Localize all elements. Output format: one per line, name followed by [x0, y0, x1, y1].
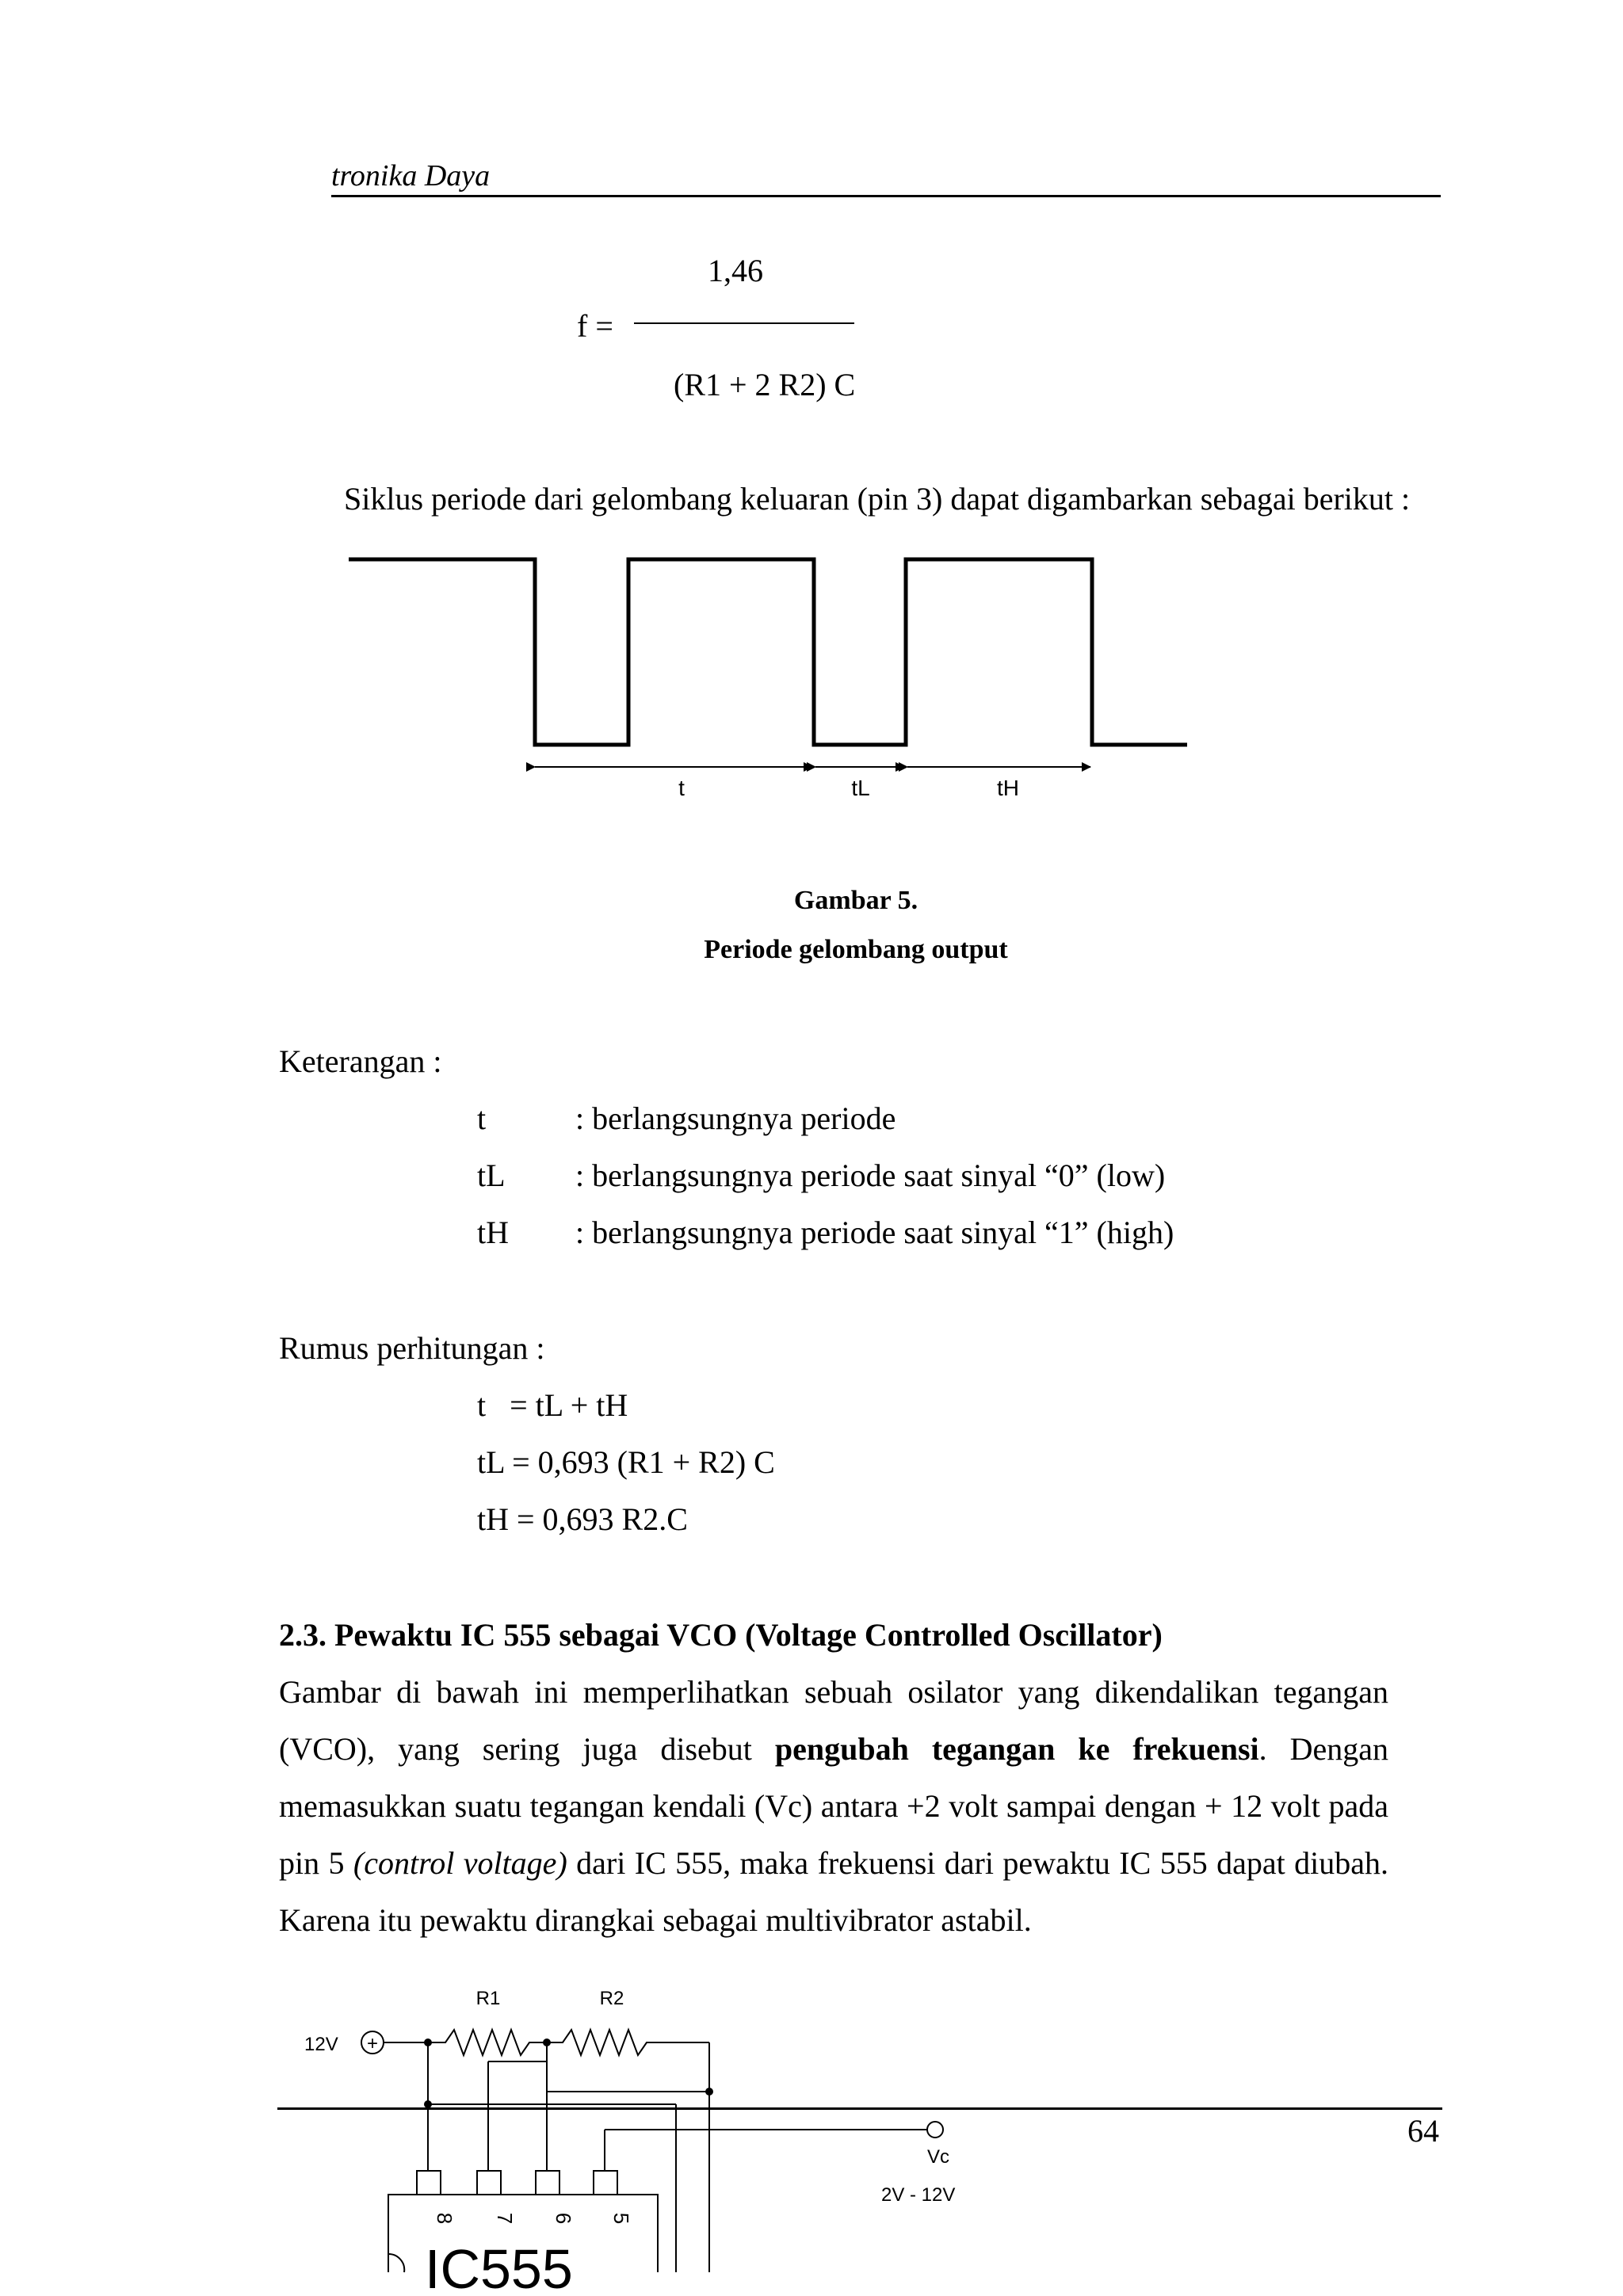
keterangan-symbol: tL	[477, 1158, 506, 1193]
paragraph-text: . Dengan memasukkan suatu tegangan kendali (Vc) antara +2 volt sampai dengan + 12 volt pada pin 5	[279, 1731, 1389, 1881]
formula-denominator: (R1 + 2 R2) C	[674, 367, 856, 402]
rumus-line: t = tL + tH	[477, 1387, 628, 1423]
plus-symbol: +	[366, 2033, 379, 2054]
pin-number: 5	[609, 2212, 633, 2225]
keterangan-desc: : berlangsungnya periode saat sinyal “1” (high)	[575, 1215, 1174, 1250]
keterangan-symbol: tH	[477, 1215, 509, 1250]
rumus-line: tH = 0,693 R2.C	[477, 1501, 688, 1537]
paragraph-text: dari IC 555, maka frekuensi dari pewaktu IC 555 dapat diubah. Karena itu pewaktu dirangkai sebagai multivibrator astabil.	[279, 1845, 1388, 1938]
junction-dot	[705, 2088, 713, 2096]
ic-notch	[388, 2254, 404, 2272]
keterangan-heading: Keterangan :	[279, 1043, 442, 1079]
page-number: 64	[1407, 2113, 1439, 2149]
junction-dot	[424, 2039, 432, 2046]
figure-title: Periode gelombang output	[704, 935, 1008, 964]
keterangan-desc: : berlangsungnya periode saat sinyal “0” (low)	[575, 1158, 1166, 1193]
r1-label: R1	[475, 1988, 501, 2009]
formula-lhs: f =	[577, 308, 613, 344]
figure-number: Gambar 5.	[793, 886, 918, 915]
pin-6	[536, 2171, 559, 2195]
rumus-line: tL = 0,693 (R1 + R2) C	[477, 1444, 775, 1480]
junction-dot	[543, 2039, 551, 2046]
label-th: tH	[997, 776, 1019, 800]
keterangan-desc: : berlangsungnya periode	[575, 1100, 896, 1136]
pin-8	[417, 2171, 441, 2195]
pin-number: 6	[552, 2212, 575, 2225]
footer-divider	[277, 2107, 1442, 2110]
paragraph-text: Gambar di bawah ini memperlihatkan sebuah osilator yang dikendalikan tegangan (VCO), yang sering juga disebut	[279, 1674, 1388, 1767]
pin-7	[477, 2171, 501, 2195]
resistor-r1	[428, 2030, 547, 2055]
pin-5	[594, 2171, 617, 2195]
keterangan-symbol: t	[477, 1100, 487, 1136]
vc-terminal	[927, 2122, 943, 2138]
ic-label: IC555	[425, 2238, 573, 2296]
supply-label: 12V	[304, 2034, 338, 2055]
running-header: tronika Daya	[331, 159, 491, 193]
paragraph-italic-term: (control voltage)	[353, 1845, 567, 1881]
pin-number: 8	[433, 2212, 456, 2225]
label-tl: tL	[851, 776, 870, 800]
paragraph-bold-term: pengubah tegangan ke frekuensi	[774, 1731, 1259, 1767]
formula-numerator: 1,46	[708, 253, 763, 288]
r2-label: R2	[599, 1988, 624, 2009]
resistor-r2	[547, 2030, 709, 2055]
pin-number: 7	[493, 2212, 517, 2225]
intro-sentence: Siklus periode dari gelombang keluaran (pin 3) dapat digambarkan sebagai berikut :	[344, 481, 1411, 517]
rumus-heading: Rumus perhitungan :	[279, 1330, 545, 1366]
section-heading: 2.3. Pewaktu IC 555 sebagai VCO (Voltage Controlled Oscillator)	[279, 1617, 1163, 1653]
vc-label: Vc	[927, 2146, 950, 2168]
label-t: t	[678, 776, 685, 800]
vc-range-label: 2V - 12V	[881, 2184, 956, 2206]
